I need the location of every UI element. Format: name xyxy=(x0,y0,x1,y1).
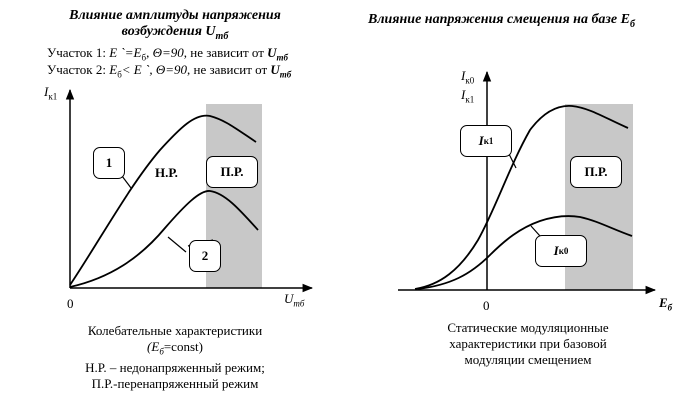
left-origin-label: 0 xyxy=(67,296,74,311)
right-title-text: Влияние напряжения смещения на базе E xyxy=(368,12,630,27)
right-callout-ik1-main: I xyxy=(478,133,484,148)
left-region-pp-text: П.Р. xyxy=(220,164,244,179)
condition-1-var-sub: mб xyxy=(276,52,289,63)
condition-1-tail: , не зависит от xyxy=(183,45,268,60)
right-origin-label: 0 xyxy=(483,298,490,313)
condition-2-prefix: Участок 2: xyxy=(47,62,110,77)
condition-2-var: U xyxy=(270,62,280,77)
left-caption-line-1: Колебательные характеристики xyxy=(87,323,263,338)
left-region-label-pp xyxy=(206,156,258,188)
right-callout-ik0-main: I xyxy=(553,243,559,258)
condition-1-expr-sub: б xyxy=(141,52,147,63)
right-caption xyxy=(398,320,658,368)
left-caption-line-2-a: (E xyxy=(147,339,160,354)
right-region-pp-text: П.Р. xyxy=(584,164,608,179)
condition-2-tail: , не зависит от xyxy=(186,62,271,77)
left-callout-2 xyxy=(189,240,221,272)
left-title-line2: возбуждения U xyxy=(121,24,216,39)
right-callout-ik1-sub: к1 xyxy=(483,136,494,146)
right-y-axis-label-2 xyxy=(461,87,474,105)
left-caption-line-2 xyxy=(40,339,310,360)
right-caption-line-2: характеристики при базовой xyxy=(449,336,607,351)
left-callout-1-text: 1 xyxy=(105,155,113,170)
right-x-label-sub: б xyxy=(667,302,673,313)
condition-2-expr-sub: б xyxy=(117,69,122,80)
left-callout-2-pointer-a xyxy=(168,237,186,252)
right-title-sub: б xyxy=(629,18,635,30)
left-region-label-np: Н.Р. xyxy=(155,165,178,180)
left-caption-sub: б xyxy=(159,346,164,357)
condition-2-expr: E xyxy=(109,62,118,77)
left-x-label-main: U xyxy=(284,291,294,306)
left-x-label-sub: mб xyxy=(293,298,305,309)
right-x-axis-label xyxy=(659,295,672,313)
left-callout-1 xyxy=(93,147,125,179)
right-y-label-2-sub: к1 xyxy=(465,94,475,105)
left-condition-2 xyxy=(47,62,291,83)
left-x-axis-label xyxy=(284,291,304,309)
right-title xyxy=(368,12,698,33)
left-y-axis-label xyxy=(44,84,57,102)
right-y-label-1-sub: к0 xyxy=(465,75,475,86)
left-callout-2-text: 2 xyxy=(201,248,209,263)
condition-2-mid: < E `, Θ=90 xyxy=(121,62,187,77)
left-y-label-main: I xyxy=(44,84,49,99)
left-y-label-sub: к1 xyxy=(48,91,58,102)
left-title-line1: Влияние амплитуды напряжения xyxy=(69,8,281,23)
condition-1-mid: , Θ=90 xyxy=(146,45,184,60)
right-callout-ik0-sub: к0 xyxy=(558,246,569,256)
right-callout-ik0 xyxy=(535,235,587,267)
left-caption-line-2-b: =const) xyxy=(163,339,203,354)
left-caption-line-3: Н.Р. – недонапряженный режим; xyxy=(85,359,265,375)
condition-1-expr: E `=E xyxy=(109,45,142,60)
right-y-axis-label-1 xyxy=(461,68,474,86)
condition-2-var-sub: mб xyxy=(279,69,292,80)
right-caption-line-1: Статические модуляционные xyxy=(447,320,609,335)
left-caption xyxy=(40,323,310,392)
right-x-label-main: E xyxy=(659,295,668,310)
condition-1-var: U xyxy=(267,45,277,60)
right-y-label-1-main: I xyxy=(461,68,466,83)
right-y-label-2-main: I xyxy=(461,87,466,102)
right-region-label-pp xyxy=(570,156,622,188)
left-title xyxy=(40,8,310,45)
left-title-sub: mб xyxy=(215,30,229,42)
condition-1-prefix: Участок 1: xyxy=(47,45,110,60)
left-caption-line-4: П.Р.-перенапряженный режим xyxy=(91,375,259,391)
right-callout-ik1 xyxy=(460,125,512,157)
right-caption-line-3: модуляции смещением xyxy=(464,352,592,367)
